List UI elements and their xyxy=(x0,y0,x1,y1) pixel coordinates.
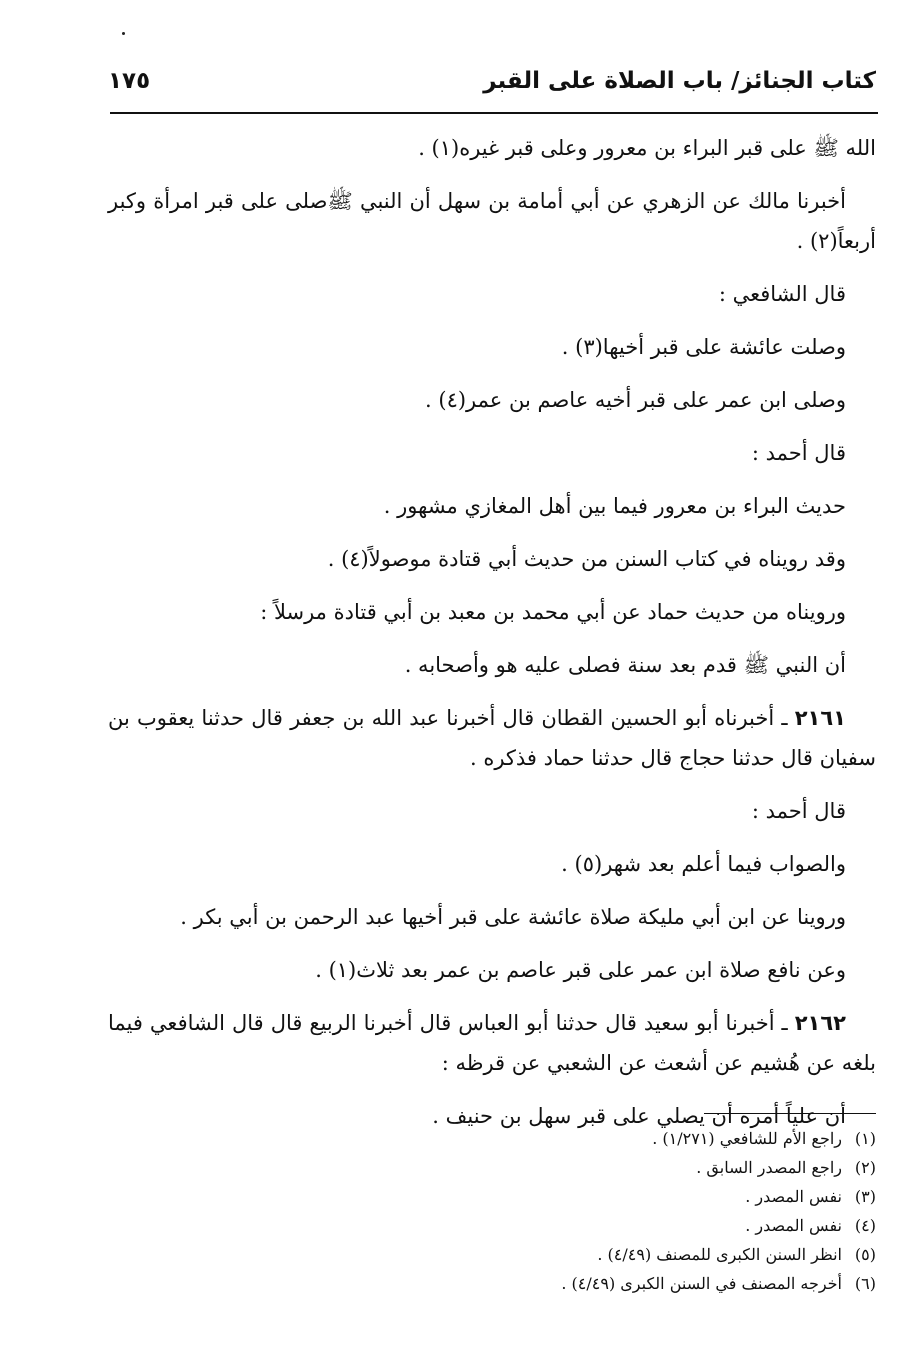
paragraph-text: حديث البراء بن معرور فيما بين أهل المغازي مشهور . xyxy=(383,494,846,518)
footnote xyxy=(108,1211,876,1240)
hadith-paragraph xyxy=(108,1003,876,1083)
paragraph-text: أن النبي ﷺ قدم بعد سنة فصلى عليه هو وأصحابه . xyxy=(404,653,846,677)
paragraph-text: ـ أخبرناه أبو الحسين القطان قال أخبرنا عبد الله بن جعفر قال حدثنا يعقوب بن سفيان قال حدثنا حجاج قال حدثنا حماد فذكره . xyxy=(108,706,876,770)
text-paragraph xyxy=(108,181,876,261)
hadith-number: ٢١٦٢ xyxy=(794,1011,846,1035)
page-number: ١٧٥ xyxy=(108,68,151,94)
page-header xyxy=(108,58,876,104)
text-paragraph xyxy=(108,950,876,990)
footnote-text: راجع الأم للشافعي (١/٢٧١) . xyxy=(652,1129,842,1148)
paragraph-text: وصلت عائشة على قبر أخيها(٣) . xyxy=(561,335,846,359)
footnote-text: انظر السنن الكبرى للمصنف (٤/٤٩) . xyxy=(597,1245,842,1264)
footnote-number: (١) xyxy=(854,1129,876,1148)
footnote-text: نفس المصدر . xyxy=(745,1187,842,1206)
body-text xyxy=(108,128,876,1149)
text-paragraph xyxy=(108,433,876,473)
paragraph-text: وعن نافع صلاة ابن عمر على قبر عاصم بن عمر بعد ثلاث(١) . xyxy=(315,958,846,982)
paragraph-text: وقد رويناه في كتاب السنن من حديث أبي قتادة موصولاً(٤) . xyxy=(327,547,846,571)
paragraph-text: وصلى ابن عمر على قبر أخيه عاصم بن عمر(٤) . xyxy=(425,388,846,412)
scan-speck xyxy=(122,32,125,35)
footnote-text: راجع المصدر السابق . xyxy=(696,1158,842,1177)
footnote-separator xyxy=(704,1113,876,1114)
footnote-number: (٦) xyxy=(854,1274,876,1293)
paragraph-text: ورويناه من حديث حماد عن أبي محمد بن معبد بن أبي قتادة مرسلاً : xyxy=(260,600,846,624)
hadith-number: ٢١٦١ xyxy=(794,706,846,730)
paragraph-text: قال الشافعي : xyxy=(718,282,846,306)
running-title: كتاب الجنائز/ باب الصلاة على القبر xyxy=(483,68,876,94)
text-paragraph xyxy=(108,791,876,831)
footnote xyxy=(108,1124,876,1153)
paragraph-text: وروينا عن ابن أبي مليكة صلاة عائشة على قبر أخيها عبد الرحمن بن أبي بكر . xyxy=(180,905,846,929)
header-rule xyxy=(110,112,878,114)
paragraph-text: الله ﷺ على قبر البراء بن معرور وعلى قبر غيره(١) . xyxy=(418,136,876,160)
footnote xyxy=(108,1240,876,1269)
paragraph-text: قال أحمد : xyxy=(751,799,846,823)
footnote xyxy=(108,1269,876,1298)
paragraph-text: ـ أخبرنا أبو سعيد قال حدثنا أبو العباس قال أخبرنا الربيع قال قال الشافعي فيما بلغه عن هُشيم عن أشعث عن الشعبي عن قرظه : xyxy=(108,1011,876,1075)
footnote-text: أخرجه المصنف في السنن الكبرى (٤/٤٩) . xyxy=(561,1274,842,1293)
paragraph-text: أخبرنا مالك عن الزهري عن أبي أمامة بن سهل أن النبي ﷺصلى على قبر امرأة وكبر أربعاً(٢) . xyxy=(108,189,876,253)
paragraph-text: قال أحمد : xyxy=(751,441,846,465)
text-paragraph xyxy=(108,274,876,314)
text-paragraph xyxy=(108,592,876,632)
text-paragraph xyxy=(108,645,876,685)
text-paragraph xyxy=(108,327,876,367)
text-paragraph xyxy=(108,128,876,168)
paragraph-text: والصواب فيما أعلم بعد شهر(٥) . xyxy=(561,852,846,876)
text-paragraph xyxy=(108,897,876,937)
text-paragraph xyxy=(108,539,876,579)
footnotes xyxy=(108,1124,876,1298)
footnote-number: (٣) xyxy=(854,1187,876,1206)
footnote-text: نفس المصدر . xyxy=(745,1216,842,1235)
text-paragraph xyxy=(108,486,876,526)
footnote xyxy=(108,1153,876,1182)
text-paragraph xyxy=(108,380,876,420)
footnote-number: (٤) xyxy=(854,1216,876,1235)
hadith-paragraph xyxy=(108,698,876,778)
footnote-number: (٢) xyxy=(854,1158,876,1177)
text-paragraph xyxy=(108,844,876,884)
paragraph-text: أن علياً أمره أن يصلي على قبر سهل بن حنيف . xyxy=(432,1104,846,1128)
footnote-number: (٥) xyxy=(854,1245,876,1264)
footnote xyxy=(108,1182,876,1211)
